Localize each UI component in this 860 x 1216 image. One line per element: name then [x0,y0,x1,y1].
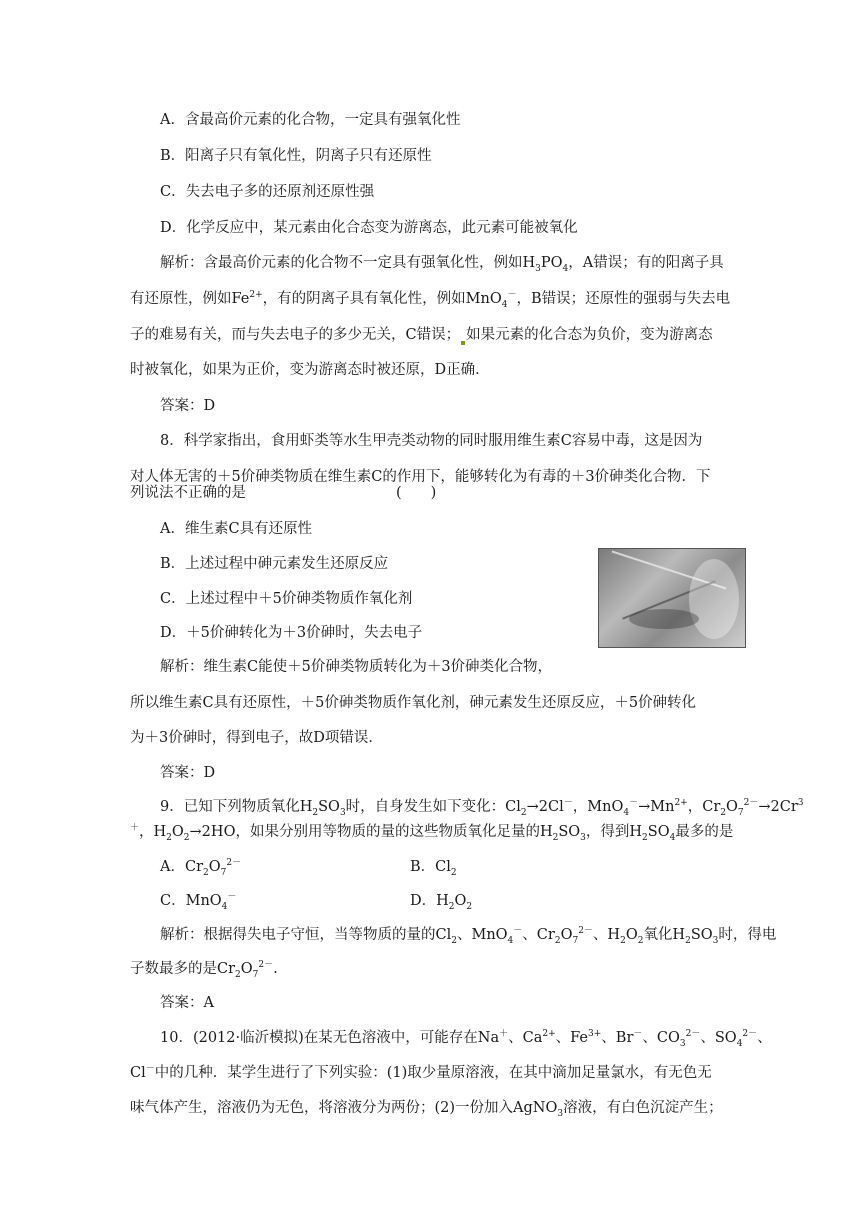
q7-option-d: D．化学反应中，某元素由化合态变为游离态，此元素可能被氧化 [160,220,578,236]
q7-option-b: B．阳离子只有氧化性，阴离子只有还原性 [160,148,432,164]
q10-stem-line [130,1063,712,1083]
subscript: 2 [637,935,644,946]
q9-option-d: D．$H_2O_2$ [410,893,473,912]
text: ，A错误；有的阳离子具 [568,255,724,271]
superscript: 2－ [743,798,759,809]
q9-explanation-line: 解析：根据得失电子守恒，当等物质的量的$Cl_2$、MnO$_4$－、$Cr_2O_7^{2-}$、$H_2O_2$氧化$H_2SO_3$时，得电 [160,926,777,946]
text: 、H [592,927,621,943]
text: 味气体产生，溶液仍为无色，将溶液分为两份；(2)一份加入AgNO [130,1100,558,1116]
subscript: 2 [642,832,648,843]
subscript: 2 [520,807,527,818]
superscript: 2－ [742,1029,758,1040]
superscript: － [145,1064,155,1075]
q8-option-b: B．上述过程中砷元素发生还原反应 [160,556,389,572]
subscript: 4 [501,299,508,310]
text: 9．已知下列物质氧化H [160,799,313,815]
text: . [273,961,278,977]
subscript: 2 [451,935,457,946]
subscript: 2 [235,969,241,980]
subscript: 2 [450,867,457,878]
text: PO [540,255,563,271]
superscript: 2－ [258,960,274,971]
text: B．Cl [410,859,451,875]
q9-stem-line [130,822,733,842]
text: 、Ca [508,1030,543,1046]
superscript: － [227,892,237,903]
text: O [171,824,184,840]
q7-explanation-line [160,253,724,273]
subscript: 7 [737,807,744,818]
subscript: 3 [712,935,719,946]
superscript: 2+ [674,798,688,809]
text: O [725,799,738,815]
q8-explanation-line: 为＋3价砷时，得到电子，故D项错误． [130,730,383,746]
subscript: 2 [312,807,319,818]
text: 、MnO [456,927,508,943]
text: A．Cr [160,859,203,875]
q7-option-a: A．含最高价元素的化合物，一定具有强氧化性 [160,112,461,128]
q8-option-c: C．上述过程中＋5价砷类物质作氧化剂 [160,591,413,607]
superscript: 2+ [542,1029,556,1040]
subscript: 4 [623,807,630,818]
subscript: 3 [557,1108,564,1119]
text: ，得到H [585,824,643,840]
text: 、CO [642,1030,680,1046]
text: ，H [139,824,167,840]
text: ，MnO [572,799,624,815]
subscript: 2 [554,935,561,946]
text: 中的几种．某学生进行了下列实验：(1)取少量原溶液，在其中滴加足量氯水，有无色无 [154,1065,712,1081]
text: 溶液，有白色沉淀产生； [563,1100,723,1116]
text: 时，自身发生如下变化：Cl [345,799,521,815]
subscript: 4 [736,1038,743,1049]
subscript: 2 [183,832,190,843]
q7-option-c: C．失去电子多的还原剂还原性强 [160,184,375,200]
q8-option-d: D．＋5价砷转化为＋3价砷时，失去电子 [160,625,423,641]
text: 列说法不正确的是 [130,485,246,501]
text: →Mn [638,799,675,815]
text: SO [647,824,670,840]
superscript: － [633,1029,643,1040]
superscript: 2－ [578,926,593,937]
text: 时，得电 [718,927,777,943]
q7-explanation-line: 时被氧化，如果为正价，变为游离态时被还原，D正确． [130,362,490,378]
q8-option-a: A．维生素C具有还原性 [160,521,313,537]
q9-option-c [160,891,236,911]
superscript: ＋ [130,823,140,834]
q7-answer: 答案：D [160,398,216,414]
text: 解析：根据得失电子守恒，当等物质的量的Cl [160,927,452,943]
subscript: 2 [466,901,473,912]
text: 子的难易有关，而与失去电子的多少无关，C错误； [130,327,461,343]
text: 10．(2012·临沂模拟)在某无色溶液中，可能存在Na [160,1030,500,1046]
subscript: 2 [203,867,209,878]
text: O，如果分别用等物质的量的这些物质氧化足量的H [223,824,553,840]
superscript: 2+ [249,290,263,301]
subscript: 2 [720,807,726,818]
q9-option-b [410,857,457,877]
shrimp-photo [598,548,746,648]
q9-explanation-line: 子数最多的是$Cr_2O_7^{2-}$. [130,960,278,980]
text: Cl [130,1065,146,1081]
subscript: 7 [572,935,579,946]
text: →2Cl [526,799,564,815]
answer-blank: ( ) [396,485,437,501]
text: 有还原性，例如Fe [130,291,250,307]
q8-stem-line [130,483,437,503]
subscript: 7 [220,867,227,878]
superscript: 3 [797,798,804,809]
text: SO [318,799,340,815]
subscript: 3 [679,1038,686,1049]
text: 氧化H [643,927,686,943]
text: ，B错误；还原性的强弱与失去电 [516,291,731,307]
q8-explanation-line: 所以维生素C具有还原性，＋5价砷类物质作氧化剂，砷元素发生还原反应，＋5价砷转化 [130,695,697,711]
marker-dot [461,341,465,345]
text: SO [558,824,581,840]
subscript: 4 [221,901,228,912]
text: SO [690,927,713,943]
text: 、Br [601,1030,634,1046]
subscript: 2 [685,935,691,946]
text: 子数最多的是Cr [130,961,236,977]
text: 最多的是 [675,824,734,840]
text: →2H [189,824,224,840]
q9-stem-line [160,797,803,817]
q9-option-a: A．$Cr_2O_7^{2-}$ [160,858,242,878]
superscript: － [629,798,639,809]
text: 、SO [700,1030,737,1046]
superscript: 3+ [588,1029,602,1040]
text: 解析：含最高价元素的化合物不一定具有强氧化性，例如H [160,255,536,271]
text: C．MnO [160,893,222,909]
subscript: 3 [535,263,541,274]
q8-answer: 答案：D [160,765,216,781]
text: ，Cr [687,799,721,815]
q8-explanation-line: 解析：维生素C能使＋5价砷类物质转化为＋3价砷类化合物， [160,659,553,675]
subscript: 2 [552,832,559,843]
subscript: 4 [669,832,676,843]
superscript: － [507,290,517,301]
subscript: 7 [252,969,259,980]
subscript: 2 [166,832,172,843]
q7-explanation-line [130,325,713,345]
subscript: 4 [562,263,569,274]
subscript: 2 [620,935,626,946]
text: ，有的阴离子具有氧化性，例如MnO [262,291,502,307]
superscript: 2－ [685,1029,701,1040]
subscript: 3 [339,807,346,818]
subscript: 3 [580,832,586,843]
q8-stem-line: 对人体无害的＋5价砷类物质在维生素C的作用下，能够转化为有毒的＋3价砷类化合物．下 [130,469,711,485]
superscript: ＋ [499,1029,509,1040]
q8-stem-line: 8．科学家指出，食用虾类等水生甲壳类动物的同时服用维生素C容易中毒，这是因为 [160,433,703,449]
q7-explanation-line [130,289,730,309]
q10-stem-line [130,1098,723,1118]
superscript: － [563,798,573,809]
superscript: 2－ [226,858,242,869]
q10-stem-line: 10．(2012·临沂模拟)在某无色溶液中，可能存在Na＋、$Ca^{2+}$、$Fe^{3+}$、Br－、$CO_3^{2-}$、$SO_4^{2-}$、 [160,1029,772,1049]
text: 如果元素的化合态为负价，变为游离态 [466,327,713,343]
subscript: 4 [507,935,514,946]
text: 、Cr [522,927,555,943]
q9-answer: 答案：A [160,995,214,1011]
subscript: 2 [448,901,455,912]
text: D．H [410,893,449,909]
text: 、Fe [555,1030,589,1046]
text: →2Cr [758,799,798,815]
superscript: － [513,926,523,937]
